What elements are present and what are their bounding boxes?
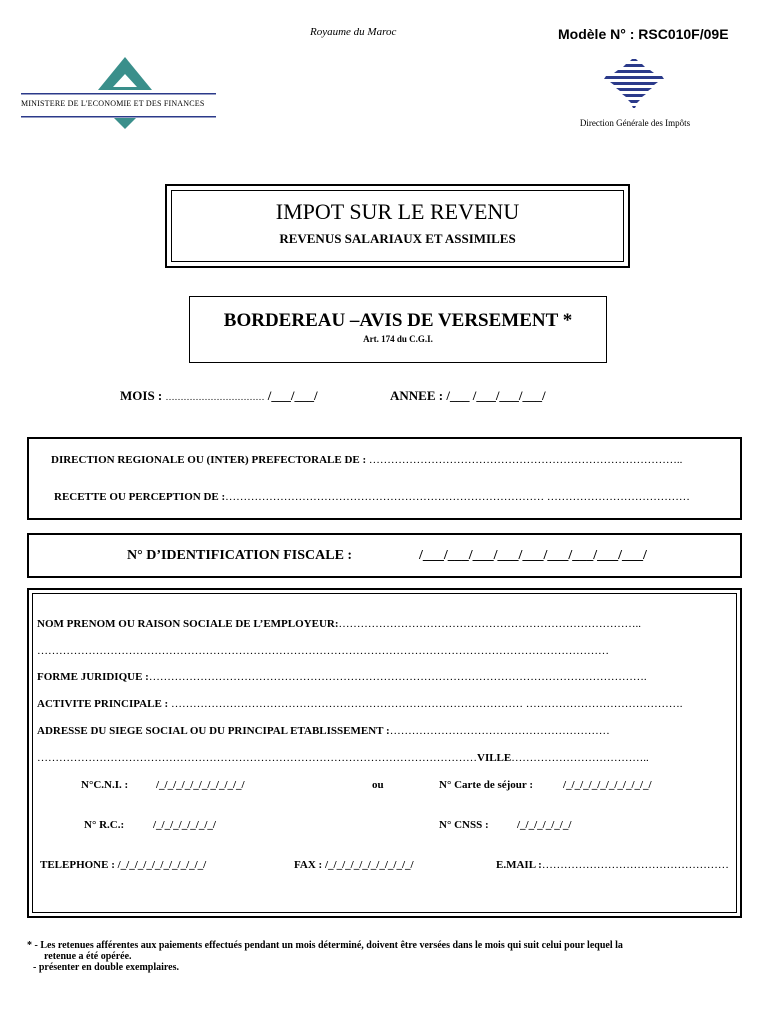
ville-field[interactable] bbox=[37, 752, 649, 764]
note-line-2: retenue a été opérée. bbox=[44, 951, 132, 962]
logo-top-rule bbox=[21, 93, 216, 95]
logo-bottom-rule bbox=[21, 116, 216, 118]
email-dots: …………………………………………… bbox=[541, 859, 729, 871]
tel-label: TELEPHONE : bbox=[40, 859, 115, 871]
ville-label: VILLE bbox=[477, 752, 512, 764]
carte-label: N° Carte de séjour : bbox=[439, 779, 534, 791]
mois-field[interactable] bbox=[120, 388, 318, 404]
dgi-emblem-icon bbox=[550, 55, 715, 117]
email-label: E.MAIL : bbox=[496, 859, 542, 871]
cni-label: N°C.N.I. : bbox=[81, 779, 129, 791]
direction-label: DIRECTION REGIONALE OU (INTER) PREFECTORALE DE : bbox=[51, 454, 367, 466]
bordereau-box bbox=[189, 296, 607, 363]
adresse-label: ADRESSE DU SIEGE SOCIAL OU DU PRINCIPAL ETABLISSEMENT : bbox=[37, 725, 390, 737]
rc-label: N° R.C.: bbox=[84, 819, 125, 831]
title-box bbox=[165, 184, 630, 268]
note-line-3: - présenter en double exemplaires. bbox=[33, 962, 180, 973]
forme-label: FORME JURIDIQUE : bbox=[37, 671, 149, 683]
tel-slots: /_/_/_/_/_/_/_/_/_/_/ bbox=[117, 859, 207, 871]
annee-label: ANNEE : bbox=[390, 388, 444, 403]
mois-slots: /___/___/ bbox=[267, 388, 318, 403]
cnss-label: N° CNSS : bbox=[439, 819, 489, 831]
identification-box bbox=[27, 533, 742, 578]
adresse-field[interactable] bbox=[37, 725, 610, 737]
bordereau-title: BORDEREAU –AVIS DE VERSEMENT * bbox=[223, 310, 573, 331]
ministere-name: MINISTERE DE L'ECONOMIE ET DES FINANCES bbox=[21, 99, 205, 108]
if-slots[interactable]: /___/___/___/___/___/___/___/___/___/ bbox=[419, 548, 647, 563]
royaume-du-maroc: Royaume du Maroc bbox=[310, 26, 397, 38]
ministere-emblem-icon bbox=[18, 55, 228, 135]
ville-dots-before: ………………………………………………………………………………………………………… bbox=[37, 752, 477, 764]
logo-bottom-triangle bbox=[114, 118, 136, 129]
nom-dots: ……………………………………………………………………….. bbox=[338, 618, 642, 630]
rc-slots[interactable]: /_/_/_/_/_/_/_/ bbox=[153, 819, 216, 831]
bordereau-article: Art. 174 du C.G.I. bbox=[363, 334, 433, 344]
activite-dots: …………………………………………………………………………………… ……………………………………. bbox=[170, 698, 683, 710]
employer-box bbox=[27, 588, 742, 918]
mois-dots: …………………………… bbox=[165, 392, 265, 402]
nom-label: NOM PRENOM OU RAISON SOCIALE DE L’EMPLOYEUR: bbox=[37, 618, 339, 630]
modele-number: Modèle N° : RSC010F/09E bbox=[558, 26, 729, 42]
recette-dots: …………………………………………………………………………… ………………………………… bbox=[225, 491, 690, 503]
footnotes bbox=[27, 940, 747, 973]
form-subtitle: REVENUS SALARIAUX ET ASSIMILES bbox=[279, 231, 516, 246]
if-label: N° D’IDENTIFICATION FISCALE : bbox=[127, 548, 353, 563]
cni-slots[interactable]: /_/_/_/_/_/_/_/_/_/_/ bbox=[156, 779, 245, 791]
mois-label: MOIS : bbox=[120, 388, 163, 403]
dgi-logo bbox=[550, 55, 715, 135]
activite-label: ACTIVITE PRINCIPALE : bbox=[37, 698, 169, 710]
annee-field[interactable] bbox=[390, 388, 546, 404]
email-field[interactable] bbox=[496, 859, 729, 871]
forme-field[interactable] bbox=[37, 671, 647, 683]
annee-slots: /___ /___/___/___/ bbox=[446, 388, 546, 403]
ministere-logo bbox=[18, 55, 228, 135]
nom-dots-line2[interactable]: ………………………………………………………………………………………………………………………………………… bbox=[37, 645, 609, 657]
recette-field[interactable] bbox=[54, 491, 690, 503]
activite-field[interactable] bbox=[37, 698, 682, 710]
fax-label: FAX : bbox=[294, 859, 323, 871]
form-title: IMPOT SUR LE REVENU bbox=[275, 199, 520, 224]
fax-slots: /_/_/_/_/_/_/_/_/_/_/ bbox=[324, 859, 414, 871]
ou-label: ou bbox=[372, 779, 384, 791]
direction-field[interactable] bbox=[51, 454, 682, 466]
recette-label: RECETTE OU PERCEPTION DE : bbox=[54, 491, 226, 503]
dgi-name: Direction Générale des Impôts bbox=[579, 118, 691, 128]
carte-slots[interactable]: /_/_/_/_/_/_/_/_/_/_/ bbox=[563, 779, 652, 791]
forme-dots: ………………………………………………………………………………………………………………………. bbox=[148, 671, 647, 683]
tel-field[interactable] bbox=[40, 859, 206, 871]
fax-field[interactable] bbox=[294, 859, 414, 871]
note-line-1: * - Les retenues afférentes aux paiements effectués pendant un mois déterminé, doivent être versées dans le mois qui suit celui pour lequel la bbox=[27, 940, 623, 951]
cnss-slots[interactable]: /_/_/_/_/_/_/ bbox=[517, 819, 572, 831]
adresse-dots: …………………………………………………… bbox=[389, 725, 610, 737]
ville-dots-after: ……………………………….. bbox=[511, 752, 649, 764]
nom-field[interactable] bbox=[37, 618, 641, 630]
direction-dots: ………………………………………………………………………….. bbox=[368, 454, 683, 466]
direction-box bbox=[27, 437, 742, 520]
